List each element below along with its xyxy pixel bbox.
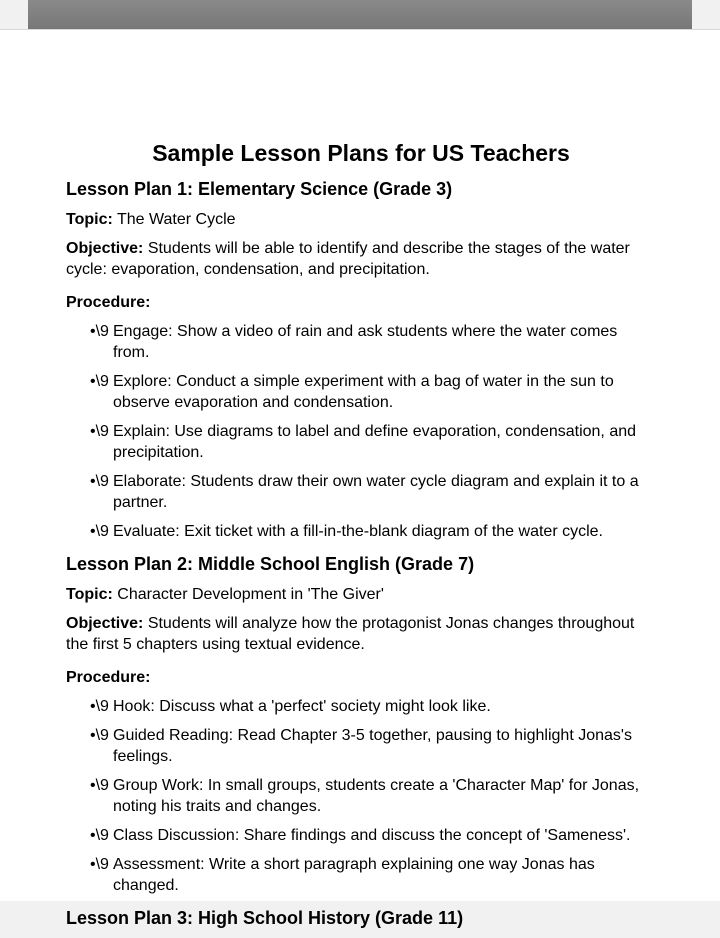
procedure-label: Procedure: [66, 669, 151, 686]
lesson-plan-3 [66, 906, 656, 930]
document-title: Sample Lesson Plans for US Teachers [152, 140, 570, 166]
procedure-label: Procedure: [66, 294, 151, 311]
step-text: Assessment: Write a short paragraph explaining one way Jonas has changed. [113, 856, 595, 894]
step-text: Engage: Show a video of rain and ask students where the water comes from. [113, 323, 618, 361]
topic-line [66, 584, 656, 605]
bullet-marker: •\9 [90, 323, 109, 340]
objective-line [66, 238, 656, 280]
procedure-step [66, 521, 656, 542]
lesson-plan-heading: Lesson Plan 1: Elementary Science (Grade 3) [66, 179, 453, 199]
step-text: Evaluate: Exit ticket with a fill-in-the-blank diagram of the water cycle. [113, 523, 603, 540]
procedure-step [66, 321, 656, 363]
lesson-plan-heading: Lesson Plan 2: Middle School English (Grade 7) [66, 554, 475, 574]
procedure-step [66, 775, 656, 817]
step-text: Group Work: In small groups, students create a 'Character Map' for Jonas, noting his traits and changes. [113, 777, 640, 815]
bullet-marker: •\9 [90, 698, 109, 715]
lesson-plan-1 [66, 177, 656, 542]
objective-line [66, 613, 656, 655]
document-page [0, 29, 720, 928]
procedure-step [66, 696, 656, 717]
procedure-list [66, 696, 656, 896]
procedure-step [66, 854, 656, 896]
bullet-marker: •\9 [90, 777, 109, 794]
lesson-plan-2 [66, 552, 656, 896]
bullet-marker: •\9 [90, 523, 109, 540]
bullet-marker: •\9 [90, 473, 109, 490]
step-text: Guided Reading: Read Chapter 3-5 together, pausing to highlight Jonas's feelings. [113, 727, 632, 765]
step-text: Explore: Conduct a simple experiment with a bag of water in the sun to observe evaporation and condensation. [113, 373, 614, 411]
bullet-marker: •\9 [90, 727, 109, 744]
top-toolbar-bar [28, 0, 692, 29]
step-text: Class Discussion: Share findings and discuss the concept of 'Sameness'. [113, 827, 631, 844]
procedure-step [66, 371, 656, 413]
bullet-marker: •\9 [90, 827, 109, 844]
topic-line [66, 209, 656, 230]
topic-label: Topic: [66, 211, 113, 228]
topic-value: The Water Cycle [116, 211, 236, 228]
lesson-plan-heading: Lesson Plan 3: High School History (Grade 11) [66, 908, 464, 928]
procedure-step [66, 421, 656, 463]
step-text: Elaborate: Students draw their own water cycle diagram and explain it to a partner. [113, 473, 639, 511]
bullet-marker: •\9 [90, 423, 109, 440]
step-text: Explain: Use diagrams to label and define evaporation, condensation, and precipitation. [113, 423, 637, 461]
topic-value: Character Development in 'The Giver' [117, 586, 384, 603]
objective-label: Objective: [66, 240, 144, 257]
procedure-list [66, 321, 656, 542]
topic-label: Topic: [66, 586, 113, 603]
procedure-step [66, 471, 656, 513]
bullet-marker: •\9 [90, 373, 109, 390]
procedure-step [66, 725, 656, 767]
bullet-marker: •\9 [90, 856, 109, 873]
objective-value: Students will be able to identify and describe the stages of the water cycle: evaporation, condensation, and precipitation. [66, 240, 630, 278]
procedure-step [66, 825, 656, 846]
objective-value: Students will analyze how the protagonist Jonas changes throughout the first 5 chapters using textual evidence. [66, 615, 635, 653]
step-text: Hook: Discuss what a 'perfect' society might look like. [113, 698, 491, 715]
objective-label: Objective: [66, 615, 144, 632]
document-content [66, 138, 656, 938]
